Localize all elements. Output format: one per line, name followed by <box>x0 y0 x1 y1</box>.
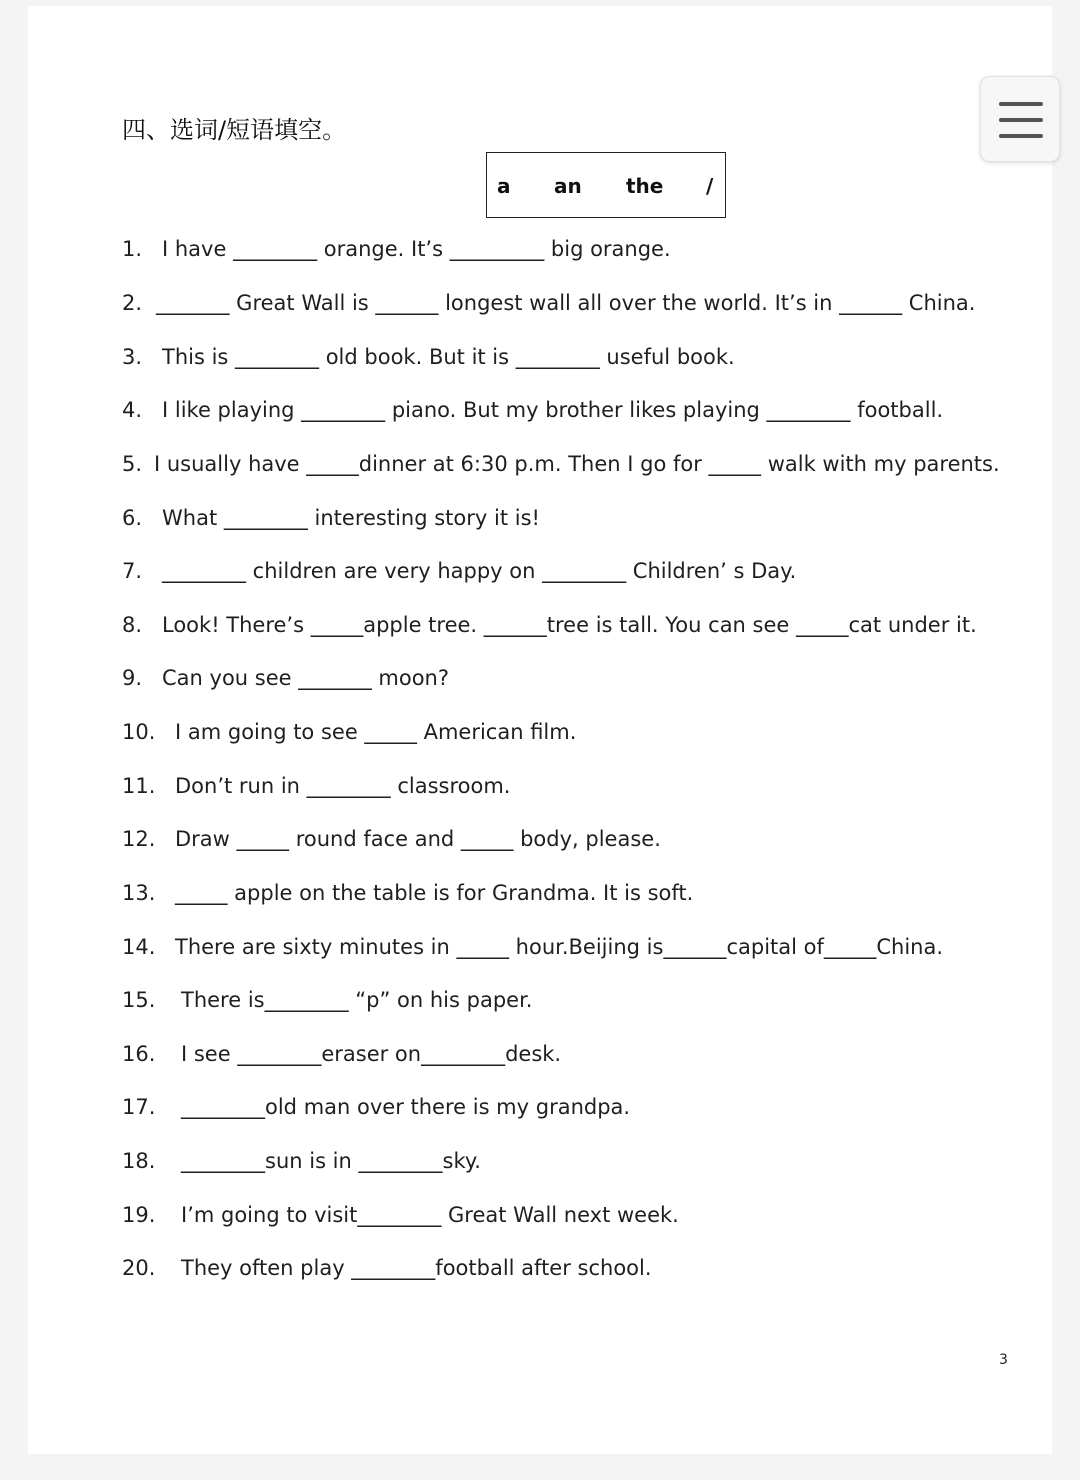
question-number: 8. <box>122 613 143 637</box>
menu-button[interactable] <box>980 76 1060 162</box>
question-16 <box>122 1041 561 1067</box>
question-19 <box>122 1202 679 1228</box>
question-14 <box>122 934 943 960</box>
word-option-the: the <box>626 174 664 198</box>
question-number: 4. <box>122 398 143 422</box>
question-text: They often play ________football after school. <box>181 1256 652 1280</box>
question-18 <box>122 1148 481 1174</box>
question-20 <box>122 1255 652 1281</box>
question-number: 7. <box>122 559 143 583</box>
section-title: 四、选词/短语填空。 <box>122 116 347 144</box>
word-option-none: / <box>706 174 714 198</box>
question-number: 16. <box>122 1042 156 1066</box>
question-number: 2. <box>122 291 143 315</box>
question-number: 17. <box>122 1095 156 1119</box>
question-text: What ________ interesting story it is! <box>162 506 540 530</box>
question-11 <box>122 773 510 799</box>
question-text: I like playing ________ piano. But my brother likes playing ________ football. <box>162 398 944 422</box>
question-text: ________ children are very happy on ________ Children’ s Day. <box>162 559 797 583</box>
question-text: I see ________eraser on________desk. <box>181 1042 562 1066</box>
question-text: I am going to see _____ American film. <box>175 720 577 744</box>
question-3 <box>122 344 735 370</box>
question-number: 11. <box>122 774 156 798</box>
question-9 <box>122 665 449 691</box>
question-text: I’m going to visit________ Great Wall next week. <box>181 1203 679 1227</box>
question-12 <box>122 826 661 852</box>
word-option-a: a <box>497 174 511 198</box>
question-10 <box>122 719 576 745</box>
question-text: I have ________ orange. It’s _________ big orange. <box>162 237 671 261</box>
question-number: 12. <box>122 827 156 851</box>
question-text: This is ________ old book. But it is ________ useful book. <box>162 345 735 369</box>
question-text: There is________ “p” on his paper. <box>181 988 533 1012</box>
question-number: 19. <box>122 1203 156 1227</box>
question-text: _______ Great Wall is ______ longest wall all over the world. It’s in ______ China. <box>156 291 976 315</box>
question-text: There are sixty minutes in _____ hour.Beijing is______capital of_____China. <box>175 935 944 959</box>
question-number: 1. <box>122 237 143 261</box>
question-text: Draw _____ round face and _____ body, please. <box>175 827 661 851</box>
question-6 <box>122 505 540 531</box>
question-number: 6. <box>122 506 143 530</box>
question-number: 9. <box>122 666 143 690</box>
question-text: Look! There’s _____apple tree. ______tree is tall. You can see _____cat under it. <box>162 613 977 637</box>
question-number: 15. <box>122 988 156 1012</box>
question-7 <box>122 558 796 584</box>
question-text: Don’t run in ________ classroom. <box>175 774 511 798</box>
question-4 <box>122 397 943 423</box>
question-1 <box>122 236 671 262</box>
question-number: 10. <box>122 720 156 744</box>
question-17 <box>122 1094 630 1120</box>
page-number: 3 <box>999 1352 1008 1368</box>
question-number: 18. <box>122 1149 156 1173</box>
word-options-box <box>486 152 726 218</box>
question-5 <box>122 451 1000 477</box>
question-text: Can you see _______ moon? <box>162 666 450 690</box>
question-2 <box>122 290 975 316</box>
question-15 <box>122 987 532 1013</box>
question-13 <box>122 880 693 906</box>
word-option-an: an <box>554 174 582 198</box>
question-text: _____ apple on the table is for Grandma. It is soft. <box>175 881 694 905</box>
question-text: I usually have _____dinner at 6:30 p.m. Then I go for _____ walk with my parents. <box>154 452 1000 476</box>
question-number: 20. <box>122 1256 156 1280</box>
question-number: 13. <box>122 881 156 905</box>
question-8 <box>122 612 977 638</box>
question-number: 5. <box>122 452 143 476</box>
question-text: ________old man over there is my grandpa. <box>181 1095 631 1119</box>
question-number: 14. <box>122 935 156 959</box>
question-text: ________sun is in ________sky. <box>181 1149 481 1173</box>
question-number: 3. <box>122 345 143 369</box>
